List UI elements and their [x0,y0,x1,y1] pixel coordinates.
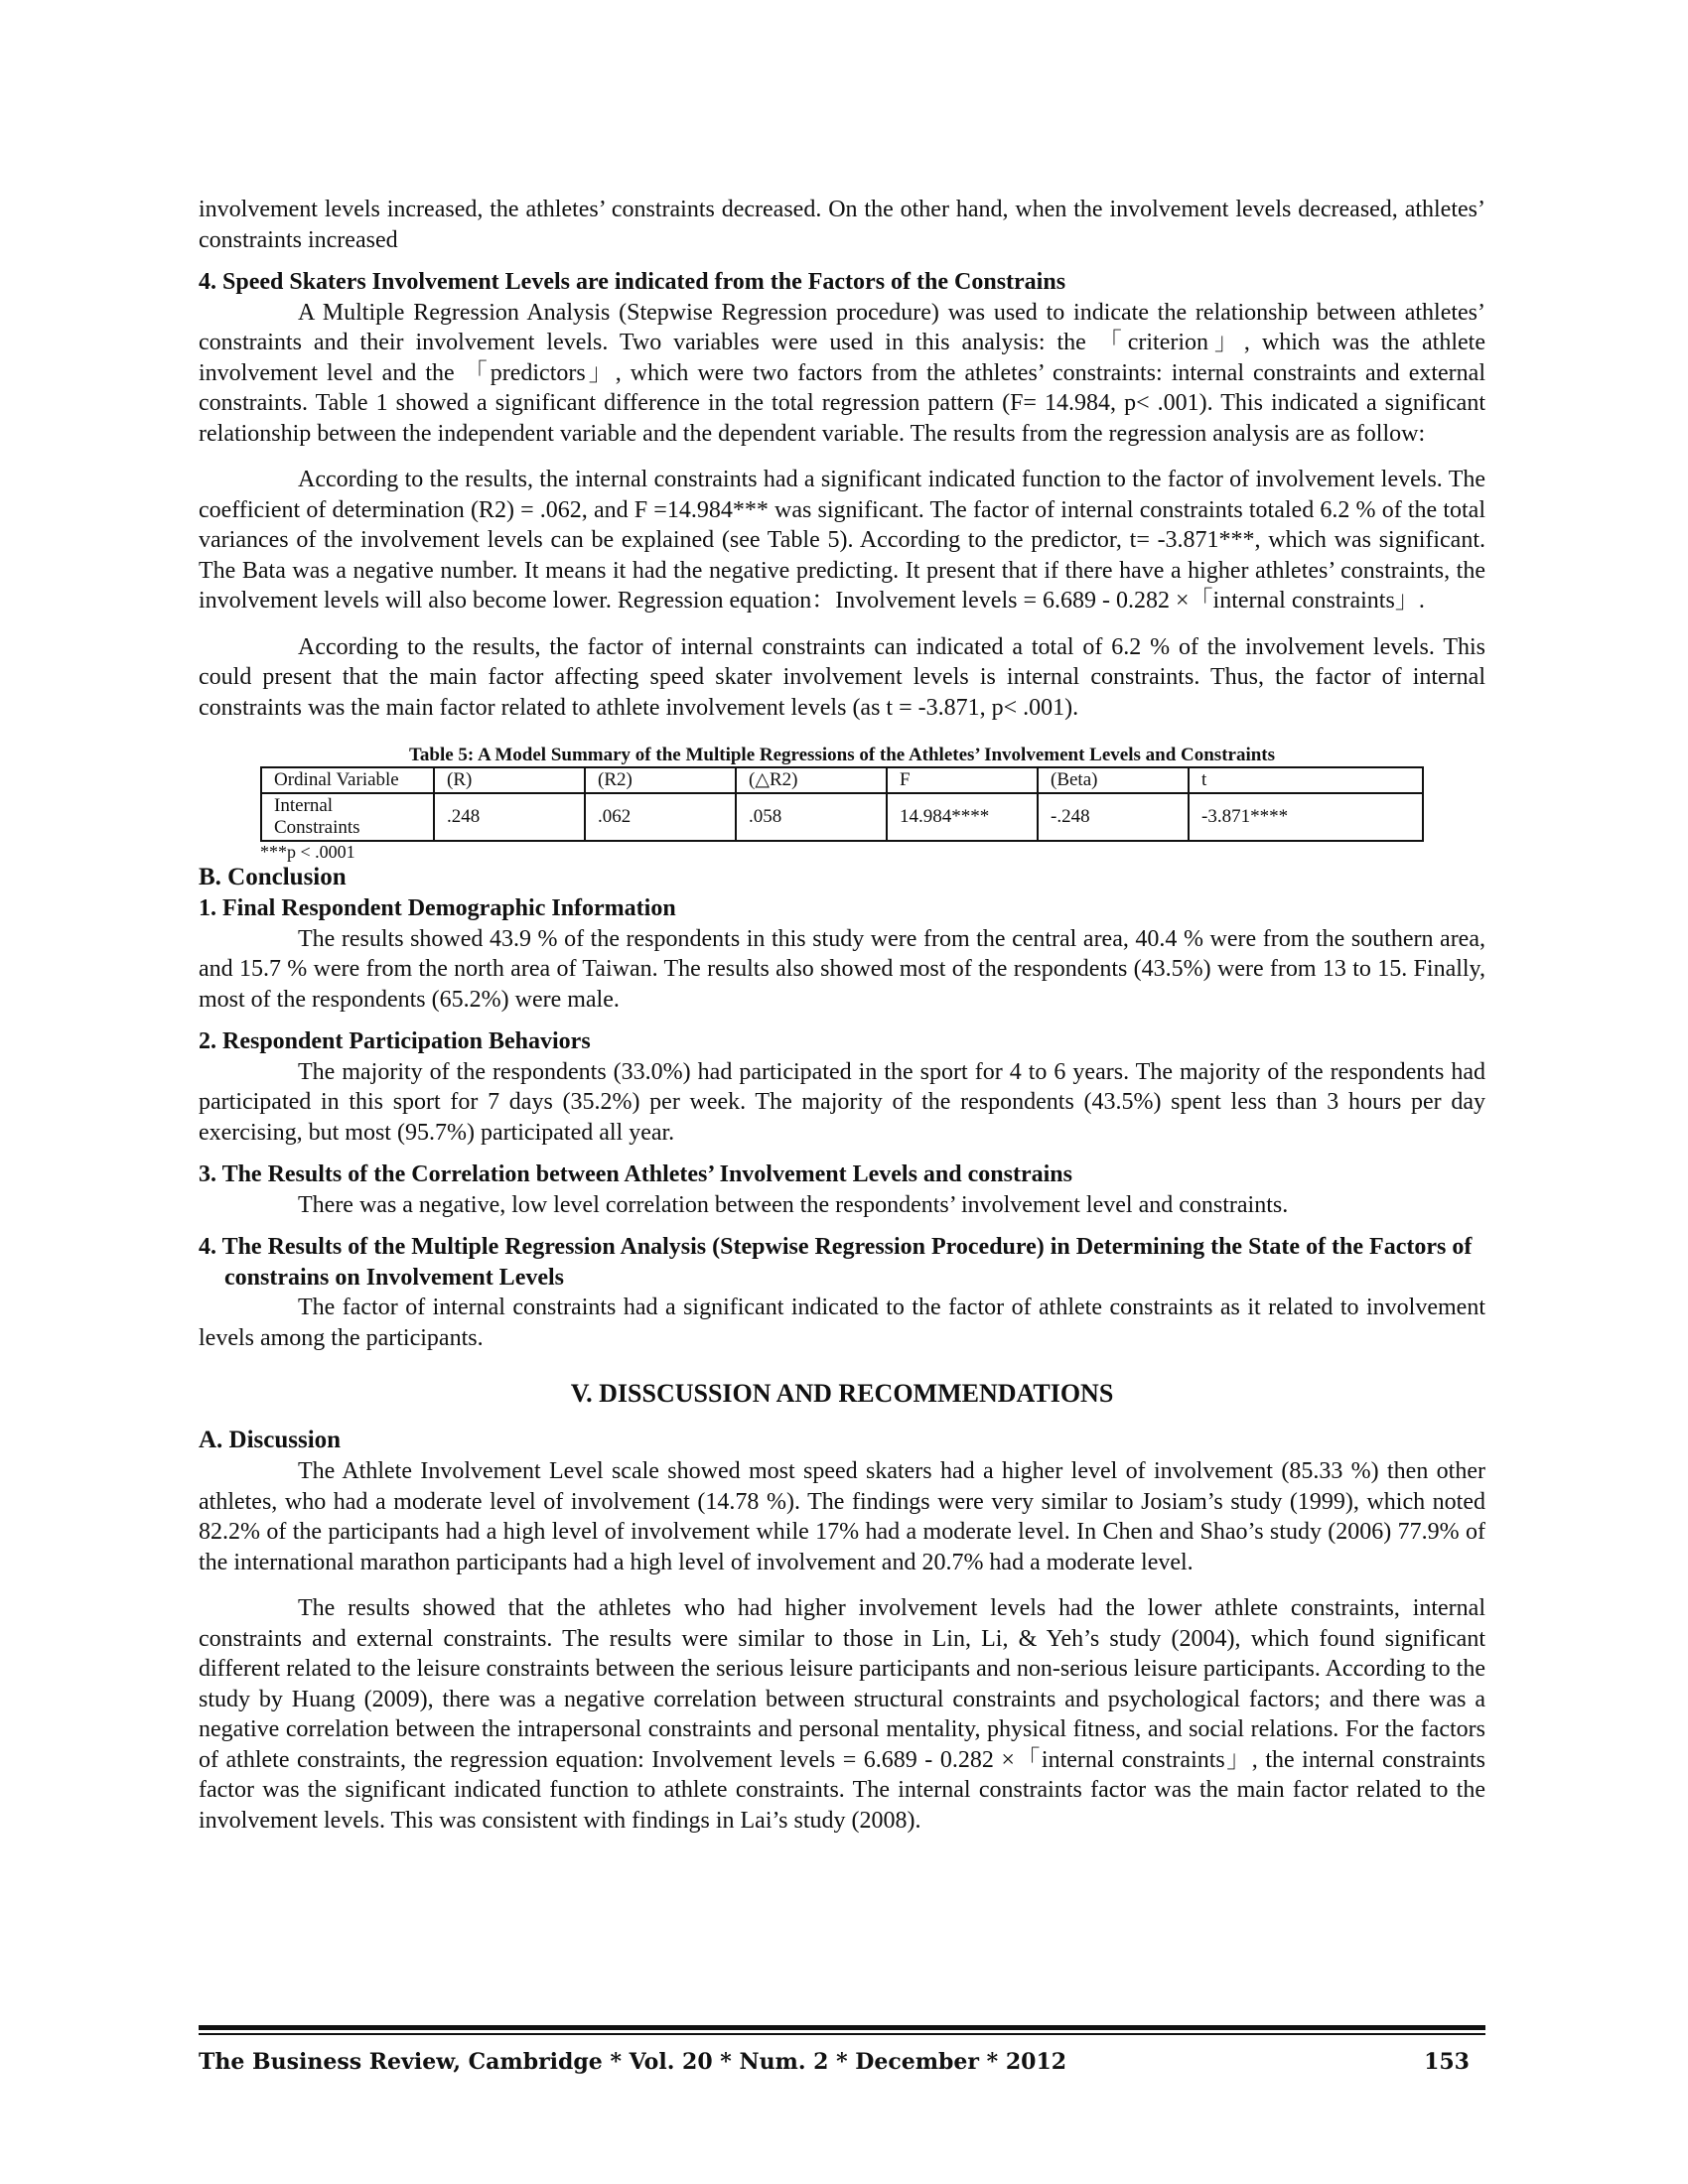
conclusion-2-heading: 2. Respondent Participation Behaviors [199,1028,591,1054]
conclusion-4-text: The factor of internal constraints had a significant indicated to the factor of athlete constraints as it related to involvement levels among the participants. [199,1295,1485,1351]
table-cell: -3.871**** [1189,793,1423,841]
table-cell: .062 [585,793,736,841]
table-5-note: ***p < .0001 [260,842,355,862]
conclusion-1-text: The results showed 43.9 % of the respondents in this study were from the central area, 40.4 % were from the southern area, and 15.7 % were from the north area of Taiwan. The results also showed most of the respondents (43.5%) were from 13 to 15. Finally, most of the respondents (65.2%) were male. [199,925,1485,1013]
page-footer [199,2025,1485,2075]
table-header-row [261,767,1423,793]
table-cell: Internal Constraints [261,793,434,841]
table-cell: -.248 [1038,793,1189,841]
section-4-paragraph-1: A Multiple Regression Analysis (Stepwise Regression procedure) was used to indicate the relationship between athletes’ constraints and their involvement levels. Two variables were used in this analysis: the 「criterion」, which was the athlete involvement level and the 「predictors」, which were two factors from the athletes’ constraints: internal constraints and external constraints. Table 1 showed a significant difference in the total regression pattern (F= 14.984, p< .001). This indicated a significant relationship between the independent variable and the dependent variable. The results from the regression analysis are as follow: [199,299,1485,447]
table-cell: .248 [434,793,585,841]
conclusion-1-heading: 1. Final Respondent Demographic Information [199,895,676,921]
conclusion-3-heading: 3. The Results of the Correlation between Athletes’ Involvement Levels and constrains [199,1161,1072,1187]
section-4-heading: 4. Speed Skaters Involvement Levels are indicated from the Factors of the Constrains [199,269,1066,295]
table-5-caption: Table 5: A Model Summary of the Multiple Regressions of the Athletes’ Involvement Levels and Constraints [408,745,1276,765]
journal-citation: The Business Review, Cambridge * Vol. 20 * Num. 2 * December * 2012 [199,2049,1067,2075]
section-4-paragraph-2: According to the results, the internal constraints had a significant indicated function to the factor of involvement levels. The coefficient of determination (R2) = .062, and F =14.984*** was significant. The factor of internal constraints totaled 6.2 % of the total variances of the involvement levels can be explained (see Table 5). According to the predictor, t= -3.871***, which was significant. The Bata was a negative number. It means it had the negative predicting. It present that if there have a higher athletes’ constraints, the involvement levels will also become lower. Regression equation：Involvement levels = 6.689 - 0.282 ×「internal constraints」. [199,467,1485,614]
table-header-cell: (R) [434,767,585,793]
table-header-cell: (R2) [585,767,736,793]
conclusion-4-heading: 4. The Results of the Multiple Regression Analysis (Stepwise Regression Procedure) in Determining the State of the Factors of constrains on Involvement Levels [199,1234,1473,1291]
conclusion-2-text: The majority of the respondents (33.0%) had participated in the sport for 4 to 6 years. The majority of the respondents had participated in this sport for 7 days (35.2%) per week. The majority of the respondents (43.5%) spent less than 3 hours per day exercising, but most (95.7%) participated all year. [199,1058,1485,1146]
page-number: 153 [1424,2049,1470,2075]
intro-paragraph: involvement levels increased, the athletes’ constraints decreased. On the other hand, when the involvement levels decreased, athletes’ constraints increased [199,197,1485,253]
table-header-cell: F [887,767,1038,793]
table-header-cell: t [1189,767,1423,793]
footer-rule-thin [199,2033,1485,2035]
footer-line [199,2049,1485,2075]
section-4-paragraph-3: According to the results, the factor of internal constraints can indicated a total of 6.2 % of the involvement levels. This could present that the main factor affecting speed skater involvement levels is internal constraints. Thus, the factor of internal constraints was the main factor related to athlete involvement levels (as t = -3.871, p< .001). [199,633,1485,721]
section-v-title: V. DISSCUSSION AND RECOMMENDATIONS [570,1379,1114,1408]
table-row [261,793,1423,841]
table-cell: .058 [736,793,887,841]
discussion-paragraph-1: The Athlete Involvement Level scale showed most speed skaters had a higher level of involvement (85.33 %) then other athletes, who had a moderate level of involvement (14.78 %). The findings were very similar to Josiam’s study (1999), which noted 82.2% of the participants had a high level of involvement while 17% had a moderate level. In Chen and Shao’s study (2006) 77.9% of the international marathon participants had a high level of involvement and 20.7% had a moderate level. [199,1458,1485,1575]
table-header-cell: (Beta) [1038,767,1189,793]
conclusion-3-text: There was a negative, low level correlation between the respondents’ involvement level and constraints. [298,1191,1289,1218]
page-body [199,195,1485,1836]
table-5 [260,766,1424,842]
discussion-heading: A. Discussion [199,1427,342,1453]
table-header-cell: Ordinal Variable [261,767,434,793]
conclusion-heading: B. Conclusion [199,864,347,890]
discussion-paragraph-2: The results showed that the athletes who had higher involvement levels had the lower athlete constraints, internal constraints and external constraints. The results were similar to those in Lin, Li, & Yeh’s study (2004), which found significant different related to the leisure constraints between the serious leisure participants and non-serious leisure participants. According to the study by Huang (2009), there was a negative correlation between structural constraints and psychological factors; and there was a negative correlation between the intrapersonal constraints and personal mentality, physical fitness, and social relations. For the factors of athlete constraints, the regression equation: Involvement levels = 6.689 - 0.282 ×「internal constraints」, the internal constraints factor was the significant indicated function to athlete constraints. The internal constraints factor was the main factor related to the involvement levels. This was consistent with findings in Lai’s study (2008). [199,1595,1485,1834]
table-header-cell: (△R2) [736,767,887,793]
table-cell: 14.984**** [887,793,1038,841]
footer-rule-thick [199,2025,1485,2030]
